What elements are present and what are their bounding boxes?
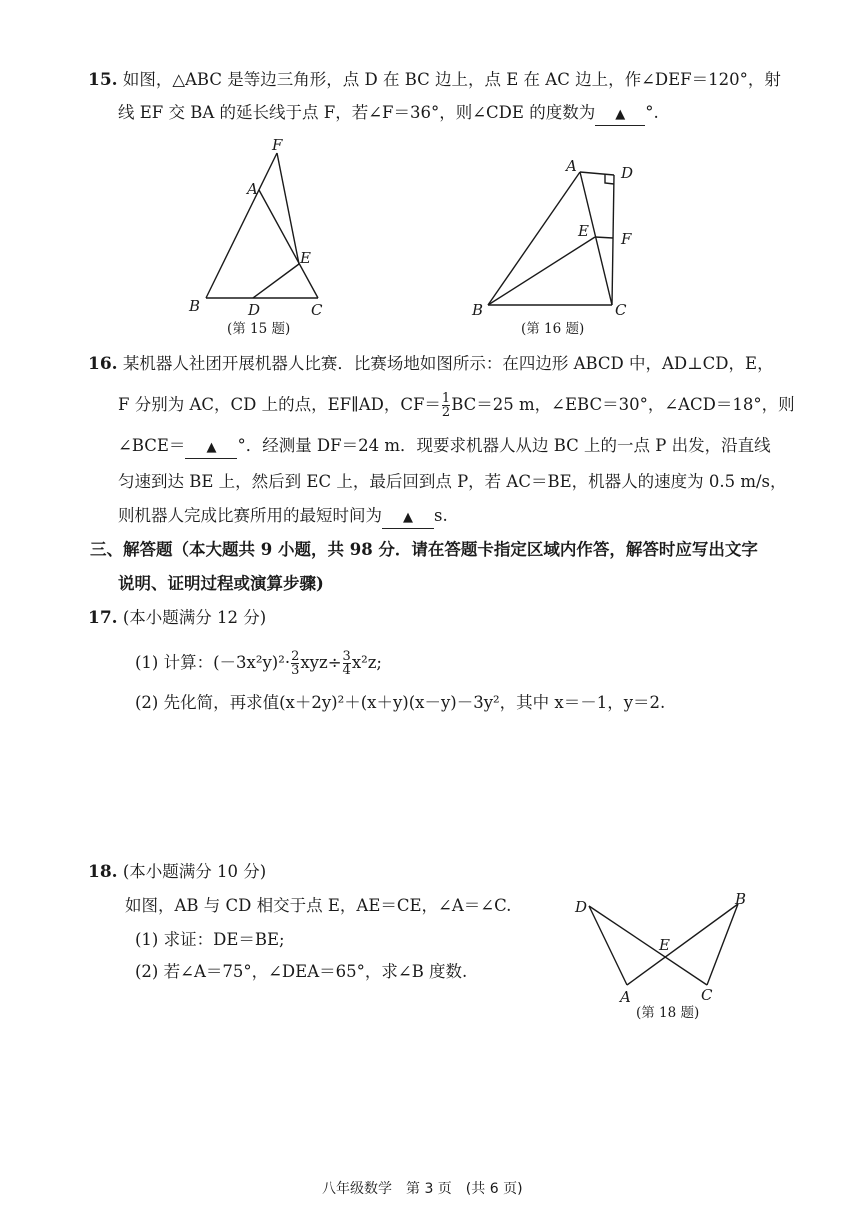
q16-text-5a: 则机器人完成比赛所用的最短时间为	[118, 506, 382, 525]
fig18-label-D: D	[575, 898, 588, 916]
figure-18	[560, 880, 760, 1025]
q16-line3	[118, 436, 771, 459]
q17-p1-b: xyz÷	[300, 653, 342, 672]
fig16-caption: (第 16 题)	[521, 321, 585, 337]
fig15-label-C: C	[311, 301, 323, 319]
q15-text-1: 如图，△ABC 是等边三角形，点 D 在 BC 边上，点 E 在 AC 边上，作∠DEF＝120°，射	[122, 70, 781, 89]
fig18-caption: (第 18 题)	[636, 1005, 700, 1021]
section3-heading-line2: 说明、证明过程或演算步骤)	[118, 574, 324, 593]
fig16-seg-EF	[595, 237, 613, 238]
q16-line4	[118, 472, 787, 492]
fig15-label-F: F	[272, 136, 283, 154]
figure-15	[180, 135, 350, 345]
q15-answer-blank	[595, 103, 645, 126]
fig15-seg-DE	[253, 264, 299, 298]
figure-16	[460, 150, 650, 345]
q16-answer-blank-1	[185, 436, 237, 459]
q16-line2	[118, 392, 795, 419]
q16-number: 16.	[88, 354, 118, 374]
q15-text-2b: °.	[645, 103, 659, 122]
fig16-label-B: B	[472, 301, 484, 319]
q17-frac1-den: 3	[291, 663, 300, 678]
q18-part1: (1) 求证：DE＝BE;	[135, 930, 285, 949]
q17-frac1-num: 2	[291, 649, 300, 664]
fig16-label-E: E	[578, 222, 589, 240]
q16-text-2a: F 分别为 AC，CD 上的点，EF∥AD，CF＝	[118, 395, 441, 414]
fig18-seg-AB	[627, 904, 738, 985]
fig15-label-E: E	[300, 249, 311, 267]
q16-frac-num: 1	[441, 391, 451, 406]
q18-header	[88, 862, 266, 882]
q18-line1: 如图，AB 与 CD 相交于点 E，AE＝CE，∠A＝∠C.	[125, 896, 512, 915]
q17-score: (本小题满分 12 分)	[122, 608, 267, 627]
fig18-seg-DC	[589, 906, 707, 985]
q17-header	[88, 608, 266, 628]
q15-number: 15.	[88, 70, 118, 90]
fig15-label-B: B	[189, 297, 201, 315]
q16-fraction	[442, 392, 450, 419]
fig18-seg-DA	[589, 906, 627, 985]
answer-placeholder-icon: ▲	[403, 510, 413, 525]
fig15-seg-BF	[206, 153, 277, 298]
fig16-seg-DC	[612, 175, 614, 305]
q17-frac2-den: 4	[342, 663, 351, 678]
fig15-label-D: D	[248, 301, 261, 319]
q16-text-3b: °．经测量 DF＝24 m．现要求机器人从边 BC 上的一点 P 出发，沿直线	[237, 436, 771, 455]
fig15-seg-FE	[277, 153, 299, 264]
answer-placeholder-icon: ▲	[206, 440, 217, 455]
fig16-seg-AD	[580, 172, 614, 175]
fig16-label-D: D	[621, 164, 634, 182]
q18-score: (本小题满分 10 分)	[122, 862, 267, 881]
fig16-label-F: F	[621, 230, 632, 248]
q16-text-3a: ∠BCE＝	[118, 436, 186, 455]
q17-part1	[135, 650, 382, 677]
q16-line5	[118, 506, 448, 529]
q16-answer-blank-2	[382, 506, 434, 529]
q16-text-4: 匀速到达 BE 上，然后到 EC 上，最后回到点 P，若 AC＝BE，机器人的速度为 0.5 m/s，	[118, 472, 787, 491]
fig18-label-E: E	[659, 936, 670, 954]
fig18-label-C: C	[701, 986, 713, 1004]
q17-frac2-num: 3	[342, 649, 351, 664]
fig15-caption: (第 15 题)	[227, 321, 291, 337]
q17-fraction-1	[291, 650, 299, 677]
fig18-label-B: B	[735, 890, 747, 908]
q16-text-1: 某机器人社团开展机器人比赛．比赛场地如图所示：在四边形 ABCD 中，AD⊥CD，E，	[122, 354, 774, 373]
q16-text-5b: s.	[434, 506, 448, 525]
q16-text-2b: BC＝25 m，∠EBC＝30°，∠ACD＝18°，则	[451, 395, 795, 414]
page-footer: 八年级数学 第 3 页 (共 6 页)	[322, 1181, 523, 1197]
q17-p1-a: (1) 计算：(－3x²y)²·	[135, 653, 291, 672]
q17-part2: (2) 先化简，再求值(x＋2y)²＋(x＋y)(x－y)－3y²，其中 x＝－1，y＝2.	[135, 693, 666, 712]
q15-line1	[88, 70, 781, 90]
section3-heading-line1: 三、解答题（本大题共 9 小题，共 98 分．请在答题卡指定区域内作答，解答时应写出文字	[90, 540, 758, 559]
q16-frac-den: 2	[441, 405, 451, 420]
q16-line1	[88, 354, 774, 374]
fig18-label-A: A	[620, 988, 631, 1006]
q18-number: 18.	[88, 862, 118, 882]
q17-p1-c: x²z;	[351, 653, 382, 672]
fig16-label-C: C	[615, 301, 627, 319]
fig16-seg-BE	[488, 237, 595, 305]
q18-part2: (2) 若∠A＝75°，∠DEA＝65°，求∠B 度数.	[135, 962, 468, 981]
fig16-label-A: A	[566, 157, 577, 175]
q17-number: 17.	[88, 608, 118, 628]
fig15-label-A: A	[247, 180, 258, 198]
q15-text-2a: 线 EF 交 BA 的延长线于点 F，若∠F＝36°，则∠CDE 的度数为	[118, 103, 596, 122]
fig15-seg-AC	[259, 190, 318, 298]
answer-placeholder-icon: ▲	[615, 107, 626, 122]
fig16-seg-AB	[488, 172, 580, 305]
q17-fraction-2	[343, 650, 351, 677]
q15-line2	[118, 103, 659, 126]
